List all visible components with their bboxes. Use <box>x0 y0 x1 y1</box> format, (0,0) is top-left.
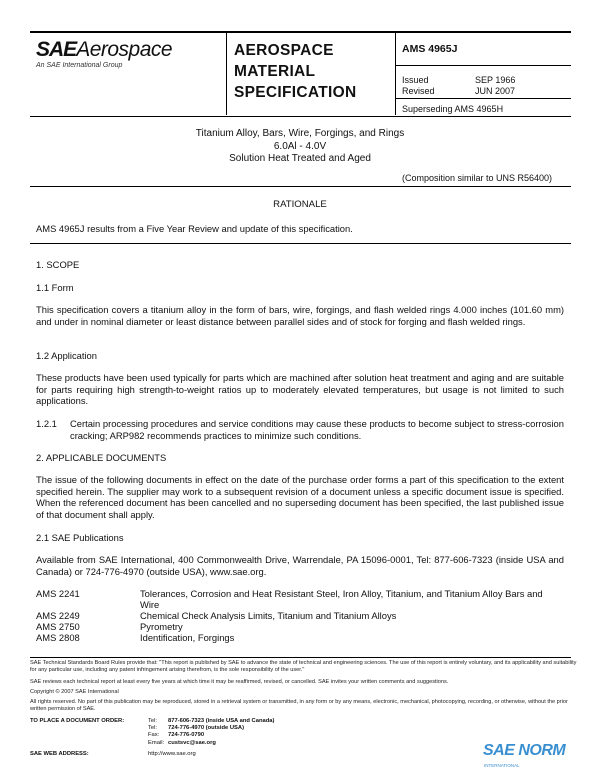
tel2-value: 724-776-4970 (outside USA) <box>168 725 245 731</box>
reference-description: Pyrometry <box>140 621 183 632</box>
header-divider-left <box>226 31 227 115</box>
sae-norm-watermark-sub: INTERNATIONAL <box>484 763 520 768</box>
section-scope: 1. SCOPE <box>36 259 80 270</box>
section-form: 1.1 Form <box>36 282 74 293</box>
tel2-label: Tel: <box>148 725 158 731</box>
header-id-divider <box>395 65 571 66</box>
alloy-designation: 6.0Al - 4.0V <box>273 141 327 152</box>
header-date-divider <box>395 98 571 99</box>
material-title: Titanium Alloy, Bars, Wire, Forgings, and Rings <box>195 128 405 139</box>
rationale-heading: RATIONALE <box>273 199 327 210</box>
issued-label: Issued <box>402 75 429 85</box>
paragraph-1-2-1-number: 1.2.1 <box>36 418 57 429</box>
footer-review-note: SAE reviews each technical report at least every five years at which time it may be reaffirmed, revised, or cancelled. SAE invites your written comments and suggestions. <box>30 679 449 685</box>
applicable-text: The issue of the following documents in effect on the date of the purchase order forms a part of this specification to the extent specified herein. The supplier may work to a subsequent revision of a document unless a specific document issue is specified. When the referenced document has been cancelled and no superseding document has been specified, the last published issue of that document shall apply. <box>36 474 564 520</box>
header-divider-right <box>395 31 396 115</box>
fax-value: 724-776-0790 <box>168 732 205 738</box>
web-label: SAE WEB ADDRESS: <box>30 751 89 757</box>
email-value[interactable]: custsvc@sae.org <box>168 740 216 746</box>
issued-date: SEP 1966 <box>475 75 516 85</box>
email-label: Email: <box>148 740 165 746</box>
superseding-note: Superseding AMS 4965H <box>402 104 504 114</box>
composition-note: (Composition similar to UNS R56400) <box>402 173 553 183</box>
sae-aerospace-logo: SAEAerospace <box>36 38 173 61</box>
ams-number: AMS 4965J <box>402 43 458 55</box>
reference-description: Chemical Check Analysis Limits, Titanium and Titanium Alloys <box>140 610 397 621</box>
form-text: This specification covers a titanium alloy in the form of bars, wire, forgings, and flash welded rings 4.000 inches (101.60 mm) and under in nominal diameter or least distance between parallel sides and of stock for forging and flash welded rings. <box>36 304 564 327</box>
spec-title: AEROSPACE MATERIAL SPECIFICATION <box>234 42 357 101</box>
reference-code: AMS 2750 <box>36 621 80 632</box>
condition: Solution Heat Treated and Aged <box>229 153 371 164</box>
order-label: TO PLACE A DOCUMENT ORDER: <box>30 718 125 724</box>
tel-label: Tel: <box>148 718 158 724</box>
reference-code: AMS 2249 <box>36 610 80 621</box>
logo-subtitle: An SAE International Group <box>36 62 123 69</box>
reference-description: Tolerances, Corrosion and Heat Resistant Steel, Iron Alloy, Titanium, and Titanium Alloy Bars and Wire <box>140 588 543 610</box>
subtitle-rule <box>30 186 571 187</box>
revised-date: JUN 2007 <box>475 86 516 96</box>
application-text: These products have been used typically for parts which are machined after solution heat treatment and aging and are suitable for parts requiring high strength-to-weight ratios up to moderately elevated temperatures, but usage is not limited to such applications. <box>36 372 564 407</box>
footer-rules-note: SAE Technical Standards Board Rules provide that: "This report is published by SAE to advance the state of technical and engineering sciences. The use of this report is entirely voluntary, and its applicability and suitability for any particular use, including any patent infringement arising therefrom, is the sole responsibility of the user." <box>30 660 577 673</box>
sae-publications-text: Available from SAE International, 400 Commonwealth Drive, Warrendale, PA 15096-0001, Tel: 877-606-7323 (inside USA and Canada) or 724-776-4970 (outside USA), www.sae.org. <box>36 554 564 577</box>
fax-label: Fax: <box>148 732 160 738</box>
reference-description: Identification, Forgings <box>140 632 235 643</box>
rationale-rule <box>30 243 571 244</box>
reference-code: AMS 2241 <box>36 588 80 599</box>
section-sae-publications: 2.1 SAE Publications <box>36 532 124 543</box>
section-application: 1.2 Application <box>36 350 97 361</box>
footer-rule <box>30 657 571 658</box>
rationale-text: AMS 4965J results from a Five Year Review and update of this specification. <box>36 223 353 234</box>
reference-code: AMS 2808 <box>36 632 80 643</box>
web-value[interactable]: http://www.sae.org <box>148 751 196 757</box>
revised-label: Revised <box>402 86 435 96</box>
footer-copyright: Copyright © 2007 SAE International <box>30 689 119 695</box>
tel-value: 877-606-7323 (inside USA and Canada) <box>168 718 275 724</box>
paragraph-1-2-1-text: Certain processing procedures and service conditions may cause these products to become subject to stress-corrosion cracking; ARP982 recommends practices to minimize such conditions. <box>70 418 564 441</box>
sae-norm-watermark: SAE NORM <box>483 742 566 759</box>
section-applicable-documents: 2. APPLICABLE DOCUMENTS <box>36 452 167 463</box>
footer-rights-note: All rights reserved. No part of this publication may be reproduced, stored in a retrieval system or transmitted, in any form or by any means, electronic, mechanical, photocopying, recording, or otherwise, without the prior written permission of SAE. <box>30 699 568 712</box>
